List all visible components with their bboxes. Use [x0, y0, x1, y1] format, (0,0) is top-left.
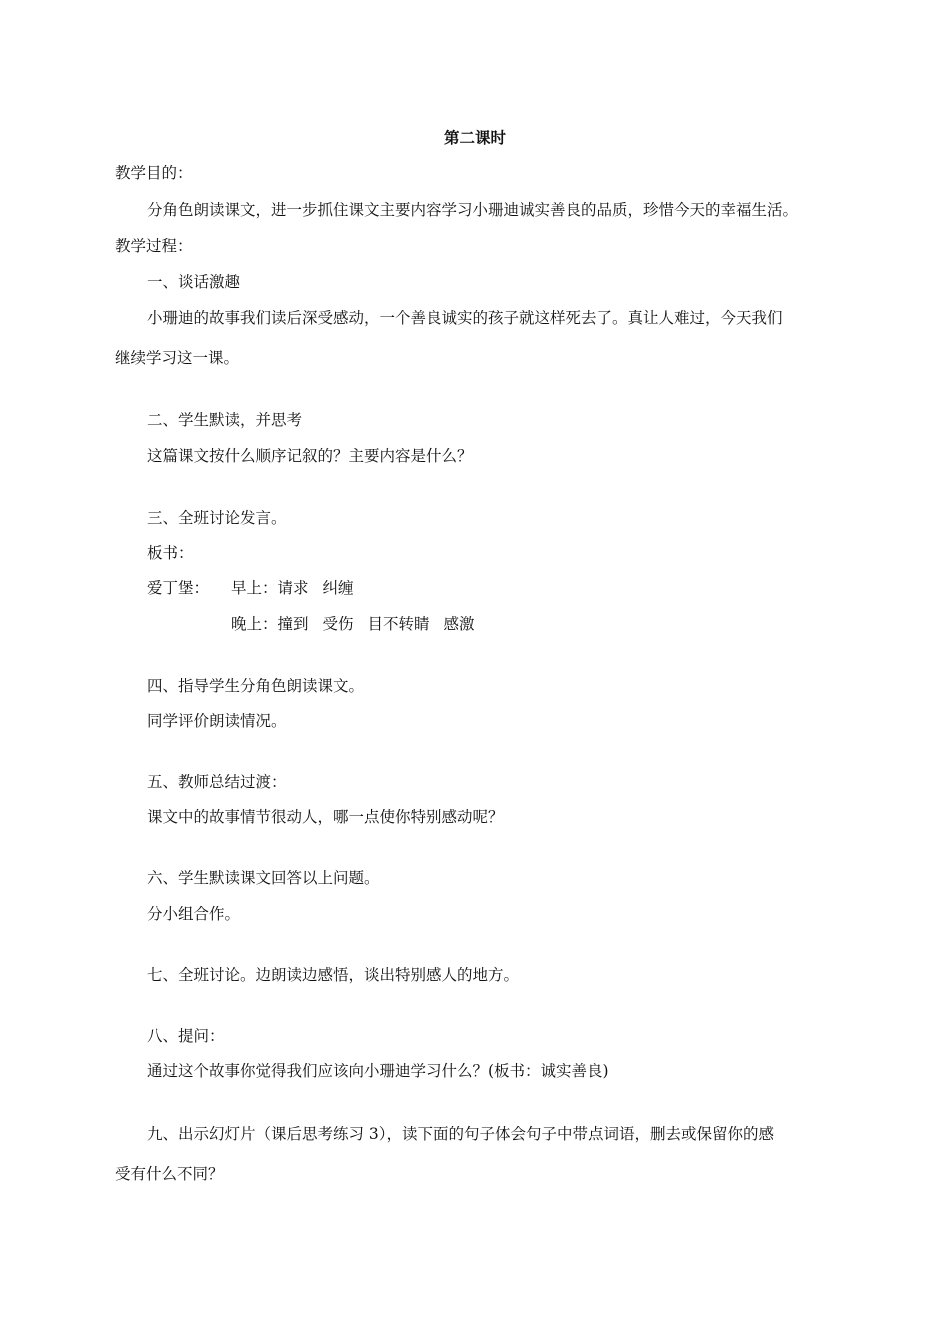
section-7-heading: 七、全班讨论。边朗读边感悟，谈出特别感人的地方。 — [147, 966, 520, 984]
objective-text: 分角色朗读课文，进一步抓住课文主要内容学习小珊迪诚实善良的品质，珍惜今天的幸福生活。 — [147, 201, 799, 219]
section-3-heading: 三、全班讨论发言。 — [147, 509, 287, 527]
objective-heading: 教学目的： — [115, 164, 193, 182]
board-morning-label: 早上：请求 — [231, 579, 309, 597]
board-morning — [231, 578, 354, 598]
section-2-heading: 二、学生默读，并思考 — [147, 411, 303, 429]
board-label: 板书： — [147, 544, 194, 562]
section-1-text-line-2: 继续学习这一课。 — [115, 349, 240, 367]
page-title: 第二课时 — [443, 129, 506, 147]
section-1-heading: 一、谈话激趣 — [147, 273, 241, 291]
section-9-line-1: 九、出示幻灯片（课后思考练习 3），读下面的句子体会句子中带点词语，删去或保留你的感 — [147, 1125, 775, 1143]
board-morning-item: 纠缠 — [322, 579, 354, 597]
section-1-text-line-1: 小珊迪的故事我们读后深受感动，一个善良诚实的孩子就这样死去了。真让人难过，今天我们 — [147, 309, 783, 327]
board-evening-label: 晚上：撞到 — [231, 615, 309, 633]
section-5-heading: 五、教师总结过渡： — [147, 773, 287, 791]
board-evening-item: 目不转睛 — [367, 615, 430, 633]
section-2-text: 这篇课文按什么顺序记叙的？主要内容是什么？ — [147, 447, 473, 465]
section-4-heading: 四、指导学生分角色朗读课文。 — [147, 677, 365, 695]
board-evening — [231, 614, 475, 634]
section-6-heading: 六、学生默读课文回答以上问题。 — [147, 869, 380, 887]
section-6-text: 分小组合作。 — [147, 905, 241, 923]
process-heading: 教学过程： — [115, 237, 193, 255]
board-name: 爱丁堡： — [147, 579, 210, 597]
section-9-line-2: 受有什么不同？ — [115, 1165, 224, 1183]
section-4-text: 同学评价朗读情况。 — [147, 712, 287, 730]
board-evening-item: 受伤 — [322, 615, 354, 633]
section-8-heading: 八、提问： — [147, 1027, 225, 1045]
section-5-text: 课文中的故事情节很动人，哪一点使你特别感动呢？ — [147, 808, 504, 826]
board-evening-item: 感激 — [443, 615, 475, 633]
section-8-text: 通过这个故事你觉得我们应该向小珊迪学习什么？(板书：诚实善良) — [147, 1062, 609, 1080]
